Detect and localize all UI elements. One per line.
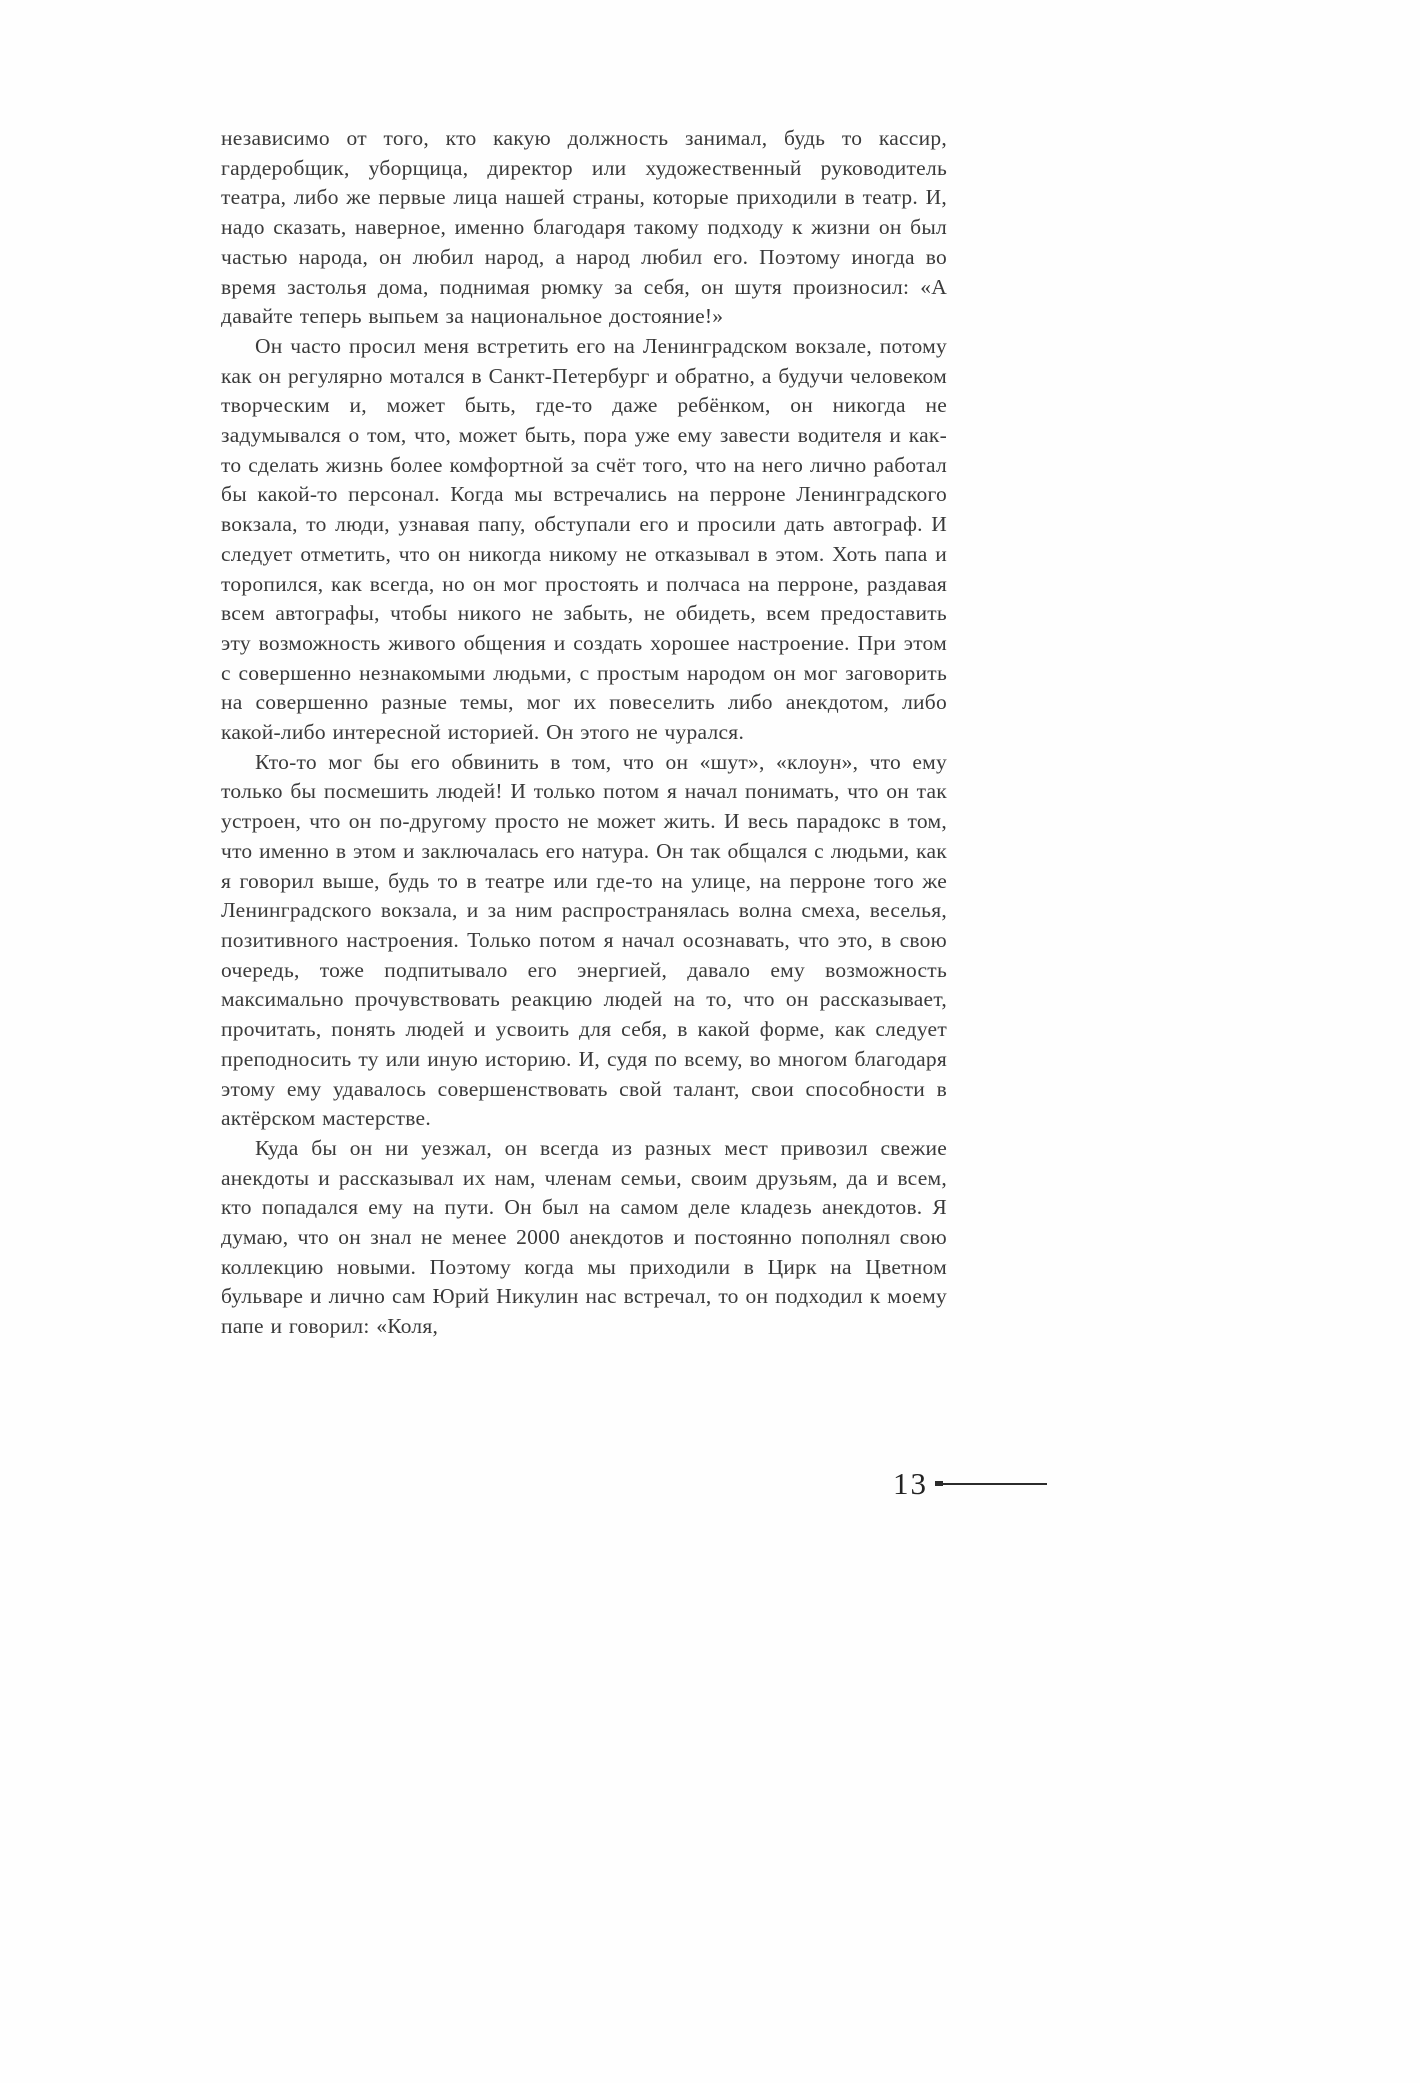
page-number: 13 [893,1466,928,1501]
paragraph-continued: независимо от того, кто какую должность занимал, будь то кассир, гардеробщик, уборщица, директор или художественный руководитель театра, либо же первые лица нашей страны, которые приходили в театр. И, надо сказать, наверное, именно благодаря такому подходу к жизни он был частью народа, он любил народ, а народ любил его. Поэтому иногда во время застолья дома, поднимая рюмку за себя, он шутя произносил: «А давайте теперь выпьем за национальное достояние!» [221,126,947,329]
footer-rule-dot [935,1481,943,1486]
footer-rule-decoration [935,1481,1047,1486]
paragraph: Куда бы он ни уезжал, он всегда из разных мест привозил свежие анекдоты и рассказывал их нам, членам семьи, своим друзьям, да и всем, кто попадался ему на пути. Он был на самом деле кладезь анекдотов. Я думаю, что он знал не менее 2000 анекдотов и постоянно пополнял свою коллекцию новыми. Поэтому когда мы приходили в Цирк на Цветном бульваре и лично сам Юрий Никулин нас встречал, то он подходил к моему папе и говорил: «Коля, [221,1135,947,1339]
footer-rule-line [943,1483,1047,1485]
text-block [221,124,947,1342]
paragraph: Кто-то мог бы его обвинить в том, что он «шут», «клоун», что ему только бы посмешить людей! И только потом я начал понимать, что он так устроен, что он по-другому просто не может жить. И весь парадокс в том, что именно в этом и заключалась его натура. Он так общался с людьми, как я говорил выше, будь то в театре или где-то на улице, на перроне того же Ленинградского вокзала, и за ним распространялась волна смеха, веселья, позитивного настроения. Только потом я начал осознавать, что это, в свою очередь, тоже подпитывало его энергией, давало ему возможность максимально прочувствовать реакцию людей на то, что он рассказывает, прочитать, понять людей и усвоить для себя, в какой форме, как следует преподносить ту или иную историю. И, судя по всему, во многом благодаря этому ему удавалось совершенствовать свой талант, свои способности в актёрском мастерстве. [221,749,947,1131]
page-footer [893,1468,1047,1499]
paragraph: Он часто просил меня встретить его на Ленинградском вокзале, потому как он регулярно мотался в Санкт-Петербург и обратно, а будучи человеком творческим и, может быть, где-то даже ребёнком, он никогда не задумывался о том, что, может быть, пора уже ему завести водителя и как-то сделать жизнь более комфортной за счёт того, что на него лично работал бы какой-то персонал. Когда мы встречались на перроне Ленинградского вокзала, то люди, узнавая папу, обступали его и просили дать автограф. И следует отметить, что он никогда никому не отказывал в этом. Хоть папа и торопился, как всегда, но он мог простоять и полчаса на перроне, раздавая всем автографы, чтобы никого не забыть, не обидеть, всем предоставить эту возможность живого общения и создать хорошее настроение. При этом с совершенно незнакомыми людьми, с простым народом он мог заговорить на совершенно разные темы, мог их повеселить либо анекдотом, либо какой-либо интересной историей. Он этого не чурался. [221,333,947,745]
